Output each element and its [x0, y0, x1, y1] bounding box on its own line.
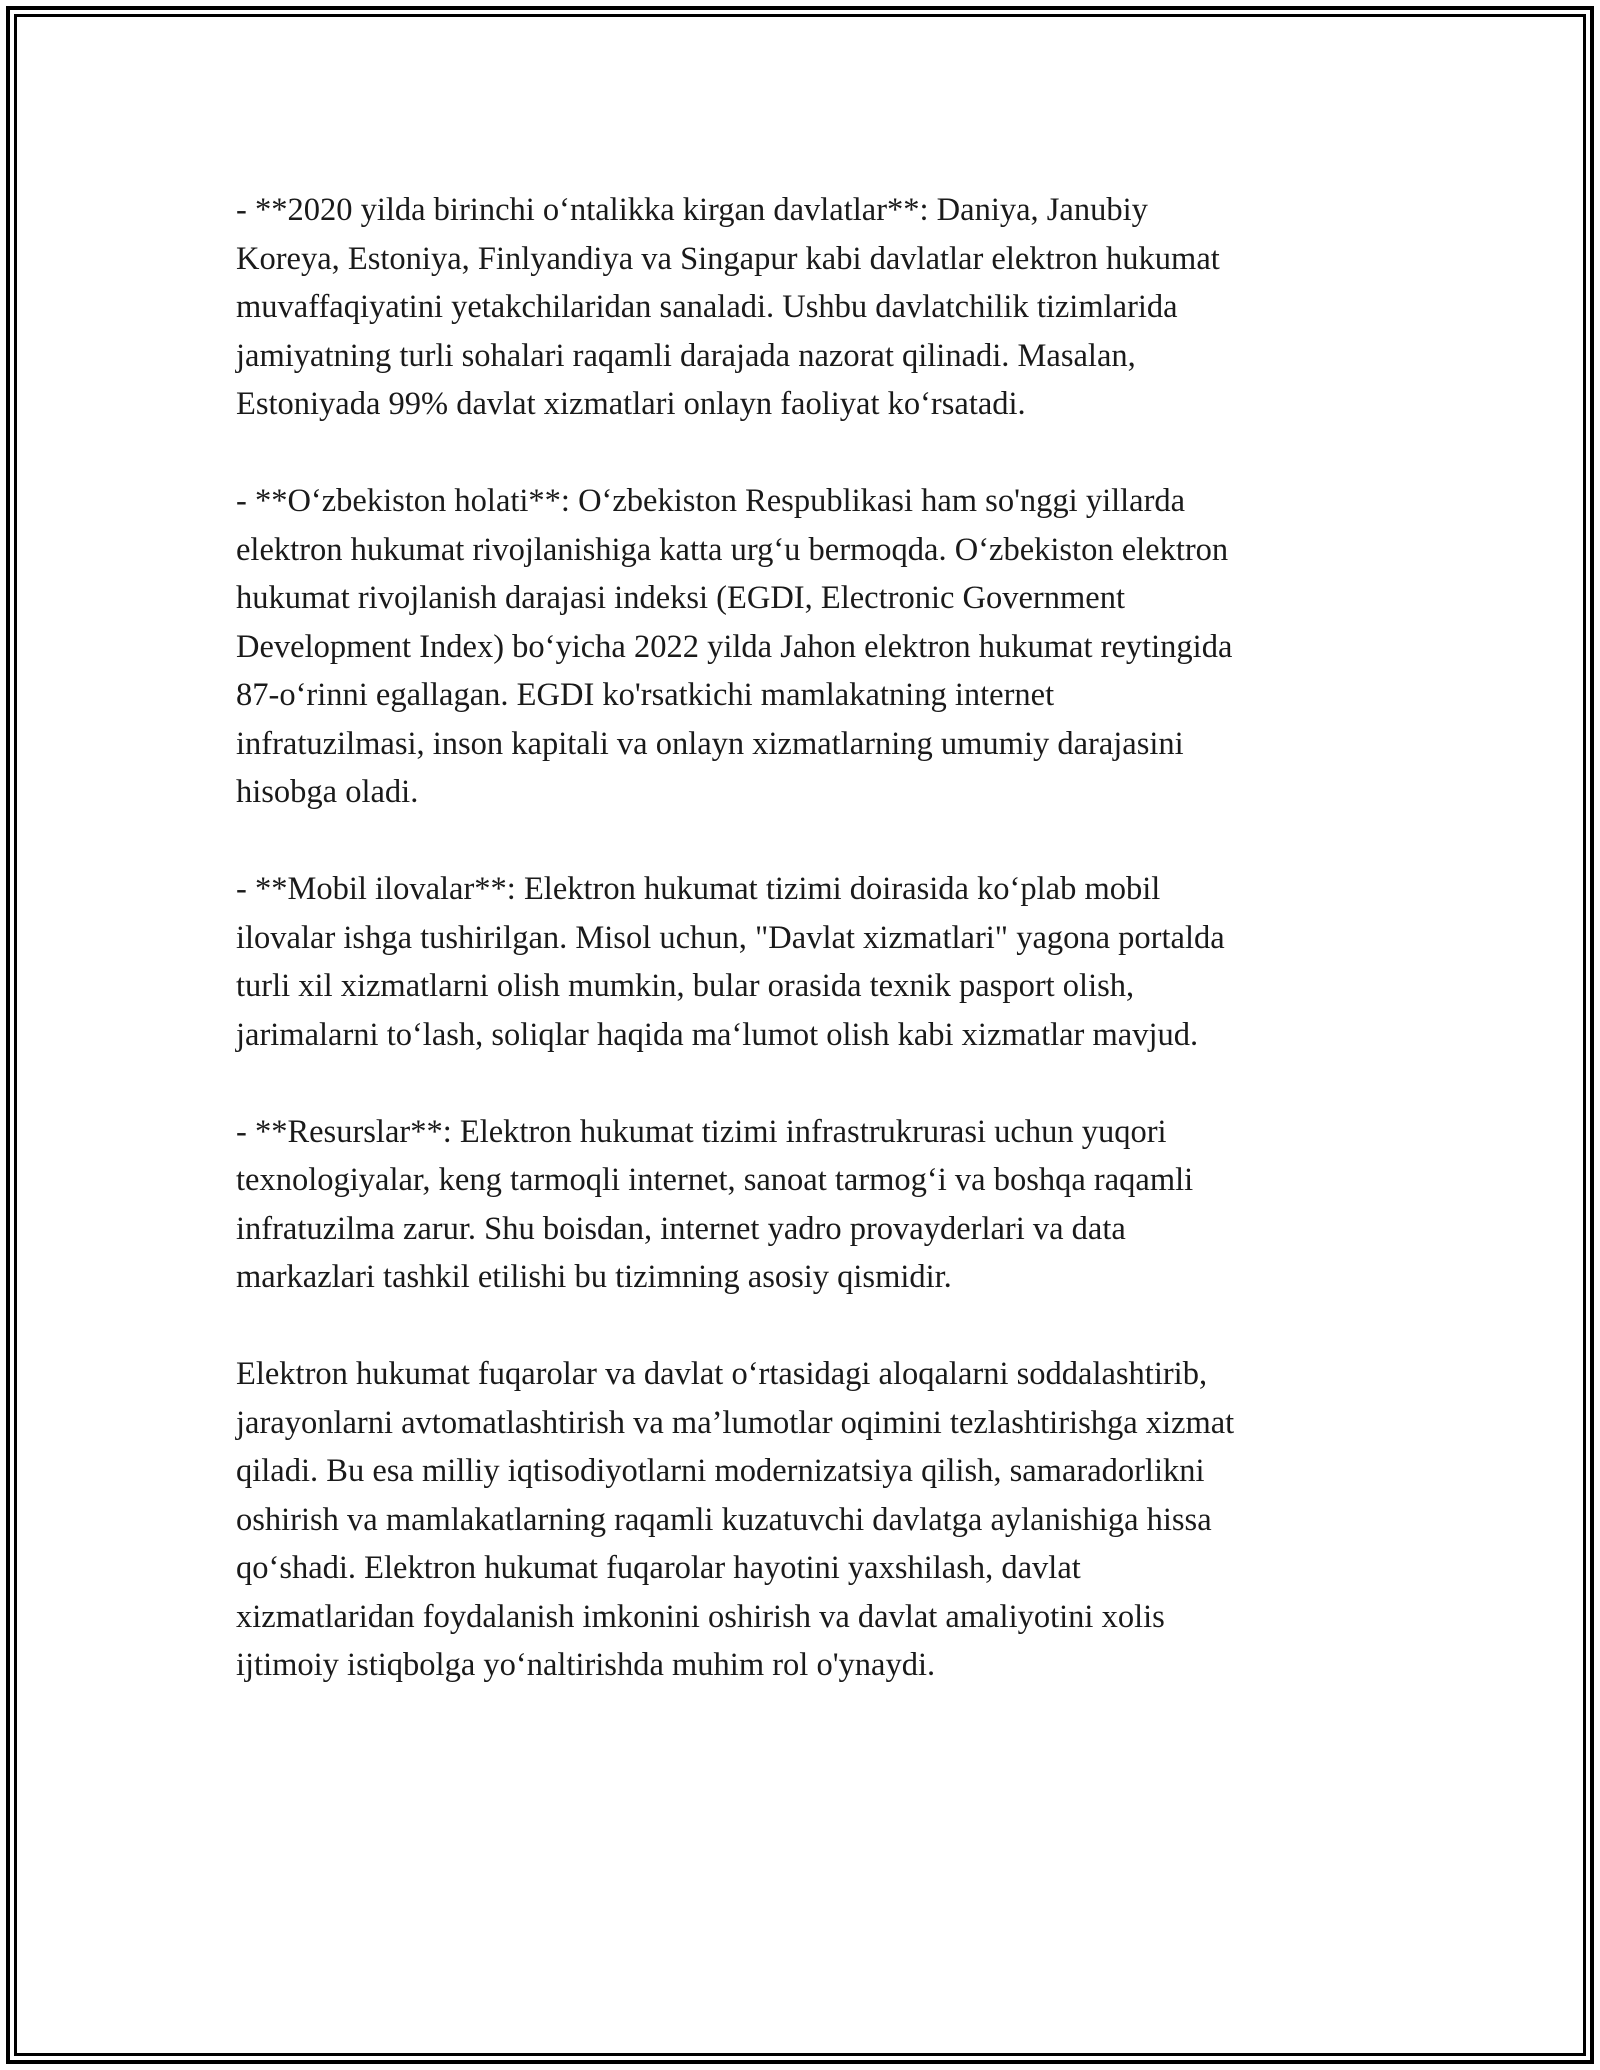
document-body	[236, 186, 1376, 1738]
paragraph-top-countries: - **2020 yilda birinchi o‘ntalikka kirgan davlatlar**: Daniya, Janubiy Koreya, Estoniya, Finlyandiya va Singapur kabi davlatlar elektron hukumat muvaffaqiyatini yetakchilaridan sanaladi. Ushbu davlatchilik tizimlarida jamiyatning turli sohalari raqamli darajada nazorat qilinadi. Masalan, Estoniyada 99% davlat xizmatlari onlayn faoliyat ko‘rsatadi.	[236, 192, 1220, 422]
paragraph-conclusion: Elektron hukumat fuqarolar va davlat o‘rtasidagi aloqalarni soddalashtirib, jarayonlarni avtomatlashtirish va ma’lumotlar oqimini tezlashtirishga xizmat qiladi. Bu esa milliy iqtisodiyotlarni modernizatsiya qilish, samaradorlikni oshirish va mamlakatlarning raqamli kuzatuvchi davlatga aylanishiga hissa qo‘shadi. Elektron hukumat fuqarolar hayotini yaxshilash, davlat xizmatlaridan foydalanish imkonini oshirish va davlat amaliyotini xolis ijtimoiy istiqbolga yo‘naltirishda muhim rol o'ynaydi.	[236, 1356, 1235, 1683]
paragraph-mobile-apps: - **Mobil ilovalar**: Elektron hukumat tizimi doirasida ko‘plab mobil ilovalar ishga tushirilgan. Misol uchun, "Davlat xizmatlari" yagona portalda turli xil xizmatlarni olish mumkin, bular orasida texnik pasport olish, jarimalarni to‘lash, soliqlar haqida ma‘lumot olish kabi xizmatlar mavjud.	[236, 871, 1225, 1053]
paragraph-uzbekistan-status: - **O‘zbekiston holati**: O‘zbekiston Respublikasi ham so'nggi yillarda elektron hukumat rivojlanishiga katta urg‘u bermoqda. O‘zbekiston elektron hukumat rivojlanish darajasi indeksi (EGDI, Electronic Government Development Index) bo‘yicha 2022 yilda Jahon elektron hukumat reytingida 87-o‘rinni egallagan. EGDI ko'rsatkichi mamlakatning internet infratuzilmasi, inson kapitali va onlayn xizmatlarning umumiy darajasini hisobga oladi.	[236, 483, 1233, 810]
paragraph-resources: - **Resurslar**: Elektron hukumat tizimi infrastrukrurasi uchun yuqori texnologiyalar, keng tarmoqli internet, sanoat tarmog‘i va boshqa raqamli infratuzilma zarur. Shu boisdan, internet yadro provayderlari va data markazlari tashkil etilishi bu tizimning asosiy qismidir.	[236, 1113, 1194, 1295]
